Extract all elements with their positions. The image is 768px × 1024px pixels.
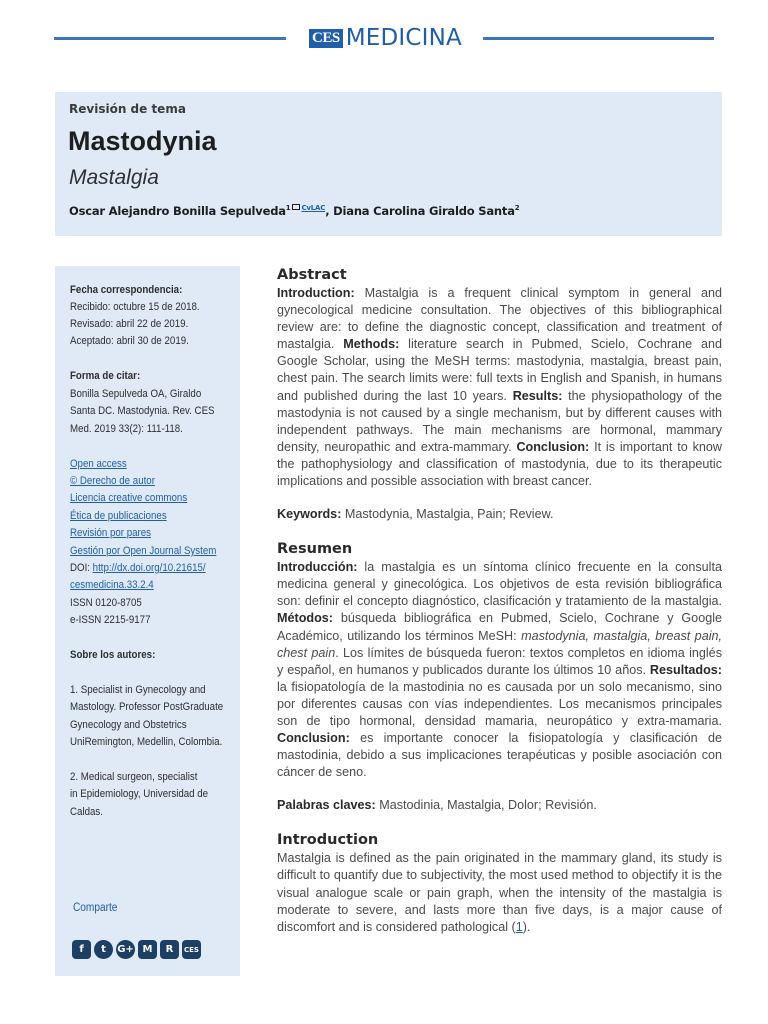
palabras-claves-label: Palabras claves: (277, 798, 376, 813)
keywords-text: Mastodynia, Mastalgia, Pain; Review. (341, 507, 554, 522)
header-rule-right (483, 37, 714, 40)
about-authors-heading: Sobre los autores: (70, 649, 156, 661)
share-icons (72, 940, 201, 959)
abstract-conclusion-text: It is important to know the pathophysiology and classification of mastodynia, due to its therapeutic implications and possible association with breast cancer. (277, 439, 722, 489)
abstract-methods-label: Methods: (343, 337, 400, 352)
doi-line (70, 560, 206, 578)
abstract-intro-label: Introduction: (277, 286, 355, 300)
keywords-line (277, 506, 722, 523)
resumen-methods-label: Métodos: (277, 611, 333, 626)
cite-heading: Forma de citar: (70, 370, 141, 382)
researchgate-icon[interactable]: R (160, 940, 179, 959)
mendeley-icon[interactable]: M (138, 940, 157, 959)
issn: ISSN 0120-8705 (70, 597, 142, 609)
resumen-mesh-terms: mastodynia, mastalgia, breast pain, chest pain (277, 628, 722, 660)
resumen-methods-text-2: . Los límites de búsqueda fueron: textos completos en idioma inglés y español, en humanos y publicados durante los últimos 10 años. (277, 645, 722, 677)
email-icon[interactable] (292, 204, 300, 210)
copyright-link[interactable]: © Derecho de autor (70, 475, 155, 487)
author-2: Diana Carolina Giraldo Santa (333, 204, 515, 218)
resumen-methods-text: búsqueda bibliográfica en Pubmed, Scielo, Cochrane y Google Académico, utilizando los términos MeSH: (277, 611, 722, 643)
main-content (277, 266, 722, 936)
introduction-paragraph (277, 850, 722, 935)
eissn: e-ISSN 2215-9177 (70, 614, 151, 626)
introduction-heading: Introduction (277, 832, 379, 849)
resumen-heading: Resumen (277, 541, 353, 558)
author-1: Oscar Alejandro Bonilla Sepulveda (69, 204, 286, 218)
doi-link[interactable]: http://dx.doi.org/10.21615/ (92, 562, 206, 574)
share-label: Comparte (73, 902, 118, 914)
introduction-text-end: ). (522, 919, 531, 934)
about-author-1-line: Gynecology and Obstetrics (70, 719, 187, 731)
twitter-icon[interactable]: t (94, 940, 113, 959)
resumen-conclusion-label: Conclusion: (277, 731, 350, 746)
palabras-claves-text: Mastodinia, Mastalgia, Dolor; Revisión. (375, 798, 597, 813)
header-rule-left (54, 37, 286, 40)
cvlac-link[interactable]: CvLAC (301, 204, 326, 213)
correspondence-heading: Fecha correspondencia: (70, 284, 183, 296)
article-title: Mastodynia (68, 126, 217, 156)
author-2-affiliation: 2 (514, 204, 520, 213)
logo-ces-mark: CES (309, 29, 343, 48)
about-author-2-line: in Epidemiology, Universidad de (70, 788, 209, 800)
resumen-paragraph (277, 559, 722, 781)
journal-logo[interactable] (309, 25, 462, 51)
author-line (69, 204, 519, 218)
accepted-date: Aceptado: abril 30 de 2019. (70, 335, 189, 347)
sidebar (55, 266, 240, 976)
abstract-results-text: the physiopathology of the mastodynia is not caused by a single mechanism, but by different causes with independent pathways. The main mechanisms are hormonal, mammary density, neuropathic and extra-mammary. (277, 388, 722, 454)
article-subtitle: Mastalgia (69, 166, 159, 189)
abstract-methods-text: literature search in Pubmed, Scielo, Cochrane and Google Scholar, using the MeSH terms: mastodynia, mastalgia, breast pain, chest pain. The search limits were: full texts in English and Spanish, in humans and published during the last 10 years. (277, 337, 722, 403)
peer-review-link[interactable]: Revisión por pares (70, 527, 152, 539)
doi-link-continued[interactable]: cesmedicina.33.2.4 (70, 579, 154, 591)
resumen-conclusion-text: es importante conocer la fisiopatología y clasificación de mastodinia, debido a sus implicaciones terapéuticas y posible asociación con cáncer de seno. (277, 731, 722, 780)
about-author-2-line: 2. Medical surgeon, specialist (70, 771, 198, 783)
abstract-intro-text: Mastalgia is a frequent clinical symptom in general and gynecological medicine consultation. The objectives of this bibliographical review are: to define the diagnostic concept, classification and treatment of mastalgia. (277, 286, 722, 352)
abstract-heading: Abstract (277, 267, 347, 283)
ces-icon[interactable]: CES (182, 940, 201, 959)
abstract-conclusion-label: Conclusion: (516, 439, 590, 454)
about-author-1-line: Mastology. Professor PostGraduate (70, 701, 224, 713)
resumen-intro-label: Introducción: (277, 560, 358, 575)
resumen-intro-text: la mastalgia es un síntoma clínico frecuente en la consulta medicina general y ginecológica. Los objetivos de esta revisión bibliográfica son: definir el concepto diagnóstico, clasificación y tratamiento de la mastalgia. (277, 560, 722, 609)
author-separator: , (325, 204, 334, 218)
creative-commons-link[interactable]: Licencia creative commons (70, 492, 188, 504)
abstract-results-label: Results: (512, 388, 563, 403)
ethics-link[interactable]: Ética de publicaciones (70, 510, 167, 522)
revised-date: Revisado: abril 22 de 2019. (70, 318, 189, 330)
title-box (55, 92, 722, 236)
about-author-1-line: UniRemington, Medellin, Colombia. (70, 736, 223, 748)
reference-link[interactable]: 1 (515, 919, 523, 934)
author-1-affiliation: 1 (285, 204, 291, 213)
resumen-results-label: Resultados: (649, 662, 722, 677)
resumen-results-text: la fisiopatología de la mastodinia no es causada por un solo mecanismo, sino por diferentes causas con vías independientes. Los mecanismos principales son de tipo hormonal, densidad mamaria, neuropático y extra-mamaria. (277, 679, 722, 728)
google-plus-icon[interactable]: G+ (116, 940, 135, 959)
received-date: Recibido: octubre 15 de 2018. (70, 301, 200, 313)
cite-line: Santa DC. Mastodynia. Rev. CES (70, 405, 215, 417)
doi-label: DOI: (70, 562, 93, 574)
about-author-2-line: Caldas. (70, 806, 103, 818)
about-author-1-line: 1. Specialist in Gynecology and (70, 684, 206, 696)
palabras-claves-line (277, 797, 722, 814)
logo-wordmark: MEDICINA (345, 25, 462, 51)
keywords-label: Keywords: (277, 507, 342, 522)
cite-line: Bonilla Sepulveda OA, Giraldo (70, 388, 202, 400)
cite-line: Med. 2019 33(2): 111-118. (70, 423, 183, 435)
open-access-link[interactable]: Open access (70, 458, 127, 470)
abstract-paragraph (277, 285, 722, 490)
facebook-icon[interactable]: f (72, 940, 91, 959)
ojs-link[interactable]: Gestión por Open Journal System (70, 545, 217, 557)
article-type: Revisión de tema (69, 102, 186, 116)
introduction-text: Mastalgia is defined as the pain originated in the mammary gland, its study is difficult to quantify due to subjectivity, the most used method to objectify it is the visual analogue scale or pain graph, when the intensity of the mastalgia is moderate to severe, and lasts more than five days, is a major cause of discomfort and is considered pathological ( (277, 851, 722, 934)
